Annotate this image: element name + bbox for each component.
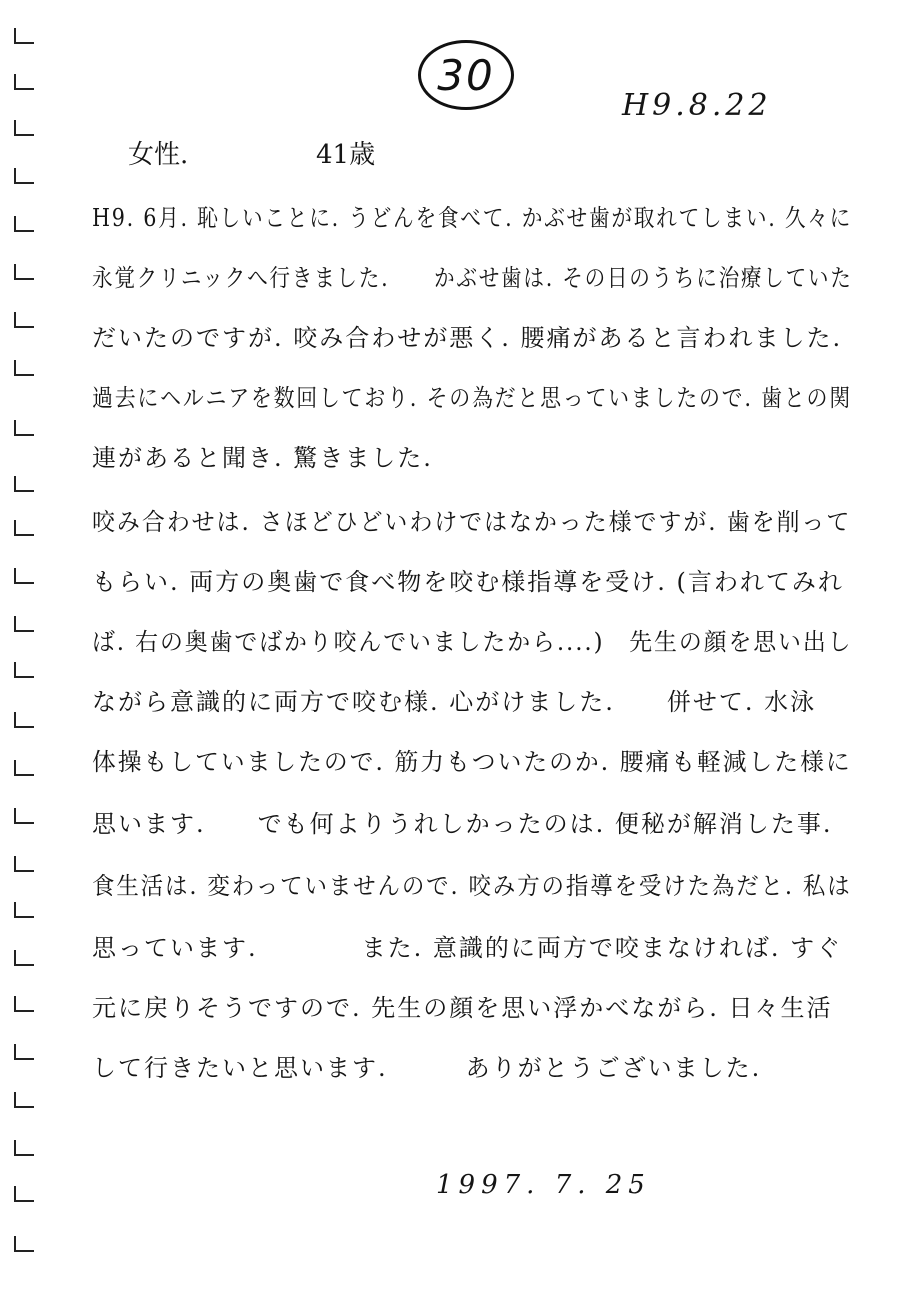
body-line: H9. 6月. 恥しいことに. うどんを食べて. かぶせ歯が取れてしまい. 久々に [92, 204, 853, 232]
binding-mark [14, 360, 34, 376]
binding-mark [14, 996, 34, 1012]
binding-mark [14, 616, 34, 632]
binding-mark [14, 120, 34, 136]
binding-mark [14, 950, 34, 966]
binding-mark [14, 1044, 34, 1060]
body-line: 食生活は. 変わっていませんので. 咬み方の指導を受けた為だと. 私は [92, 872, 852, 900]
binding-mark [14, 520, 34, 536]
binding-mark [14, 74, 34, 90]
binding-mark [14, 264, 34, 280]
body-line: 連があると聞き. 驚きました. [92, 444, 433, 472]
binding-mark [14, 760, 34, 776]
header-date: H9.8.22 [622, 88, 772, 123]
binding-mark [14, 568, 34, 584]
binding-mark [14, 1140, 34, 1156]
page-number-circle [418, 40, 514, 110]
binding-mark [14, 662, 34, 678]
body-line: 思っています. また. 意識的に両方で咬まなければ. すぐ [92, 934, 843, 962]
body-line: ながら意識的に両方で咬む様. 心がけました. 併せて. 水泳 [92, 688, 817, 716]
patient-gender: 女性. [128, 140, 189, 170]
binding-mark [14, 312, 34, 328]
binding-mark [14, 168, 34, 184]
binding-mark [14, 712, 34, 728]
patient-age: 41歳 [316, 140, 376, 170]
binding-mark [14, 420, 34, 436]
binding-mark [14, 856, 34, 872]
footer-date: 1997. 7. 25 [436, 1170, 651, 1200]
binding-hole-marks [14, 28, 38, 1258]
body-line: して行きたいと思います. ありがとうございました. [92, 1054, 762, 1082]
binding-mark [14, 216, 34, 232]
body-line: 永覚クリニックへ行きました. かぶせ歯は. その日のうちに治療していた [92, 264, 853, 292]
body-line: 思います. でも何よりうれしかったのは. 便秘が解消した事. [92, 810, 833, 838]
body-line: 体操もしていましたので. 筋力もついたのか. 腰痛も軽減した様に [92, 748, 852, 776]
page-number: 30 [437, 50, 495, 100]
body-line: 過去にヘルニアを数回しており. その為だと思っていましたので. 歯との関 [92, 384, 852, 412]
body-line: もらい. 両方の奥歯で食べ物を咬む様指導を受け. (言われてみれ [92, 568, 844, 596]
body-line: 元に戻りそうですので. 先生の顔を思い浮かべながら. 日々生活 [92, 994, 833, 1022]
binding-mark [14, 1186, 34, 1202]
binding-mark [14, 476, 34, 492]
body-line: だいたのですが. 咬み合わせが悪く. 腰痛があると言われました. [92, 324, 843, 352]
binding-mark [14, 1092, 34, 1108]
body-line: 咬み合わせは. さほどひどいわけではなかった様ですが. 歯を削って [92, 508, 852, 536]
binding-mark [14, 902, 34, 918]
binding-mark [14, 1236, 34, 1252]
binding-mark [14, 808, 34, 824]
body-line: ば. 右の奥歯でばかり咬んでいましたから....) 先生の顔を思い出し [92, 628, 853, 656]
binding-mark [14, 28, 34, 44]
